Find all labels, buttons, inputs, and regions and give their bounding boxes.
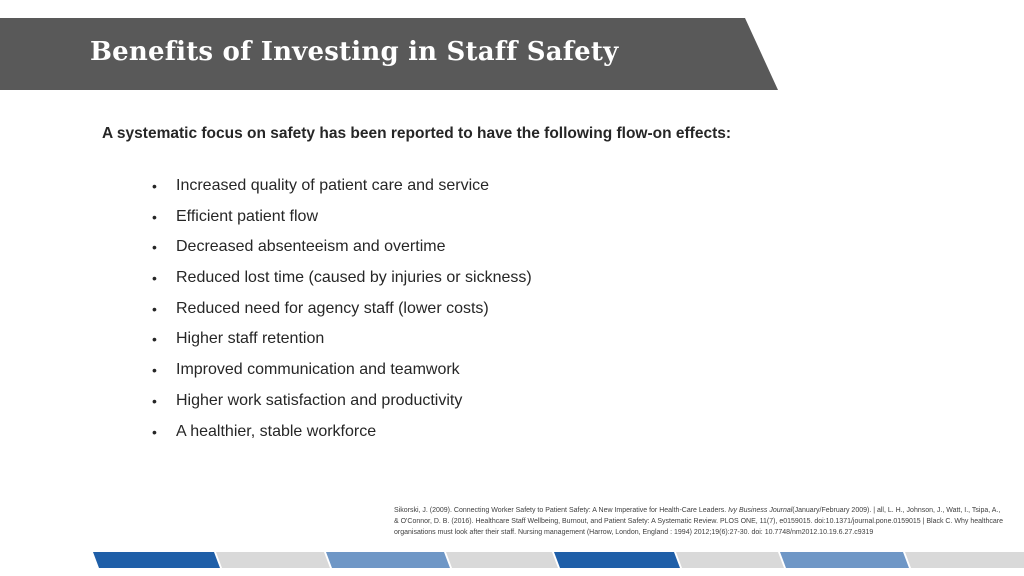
list-item xyxy=(152,236,532,267)
reference-part-1: Sikorski, J. (2009). Connecting Worker Safety to Patient Safety: A New Imperative for Health-Care Leaders. xyxy=(394,507,729,514)
list-item xyxy=(152,421,532,452)
stripe-segment xyxy=(326,552,450,568)
bullet-icon: • xyxy=(152,270,157,287)
stripe-segment xyxy=(780,552,909,568)
bullet-icon: • xyxy=(152,423,157,440)
list-item xyxy=(152,298,532,329)
list-item xyxy=(152,267,532,298)
reference-part-2: (January/February 2009). | all, L. H., Johnson, J., Watt, I., Tsipa, A., & O'Connor, D. B. (2016). Healthcare Staff Wellbeing, Burnout, and Patient Safety: A Systematic Review. PLOS ONE, 11(7), e0159015. doi:10.1371/journal.pone.0159015 | Black C. Why healthcare organisations must look after their staff. Nursing management (Harrow, London, England : 1994) 2012;19(6):27-30. doi: 10.7748/nm2012.10.19.6.27.c9319 xyxy=(394,507,1004,536)
intro-text: A systematic focus on safety has been reported to have the following flow-on effects: xyxy=(102,125,732,142)
bullet-icon: • xyxy=(152,178,157,194)
list-item-text: Efficient patient flow xyxy=(176,207,319,225)
list-item xyxy=(152,390,532,421)
bullet-icon: • xyxy=(152,208,157,225)
bullet-icon: • xyxy=(152,239,157,256)
reference-journal: Ivy Business Journal xyxy=(728,507,793,514)
stripe-segment xyxy=(554,552,680,568)
list-item xyxy=(152,328,532,359)
list-item-text: Reduced need for agency staff (lower costs) xyxy=(176,299,489,317)
stripe-segment xyxy=(905,552,1024,568)
list-item-text: Higher staff retention xyxy=(176,330,325,348)
bullet-icon: • xyxy=(152,300,157,317)
list-item xyxy=(152,175,532,206)
bullet-icon: • xyxy=(152,362,157,379)
bullet-icon: • xyxy=(152,392,157,409)
list-item-text: Higher work satisfaction and productivity xyxy=(176,391,463,409)
list-item xyxy=(152,359,532,390)
list-item-text: A healthier, stable workforce xyxy=(176,422,377,440)
list-item-text: Increased quality of patient care and service xyxy=(176,177,490,194)
slide-title: Benefits of Investing in Staff Safety xyxy=(90,37,619,67)
benefits-list xyxy=(152,175,532,451)
decorative-stripe-band xyxy=(0,550,1024,570)
list-item-text: Decreased absenteeism and overtime xyxy=(176,238,446,256)
references-text xyxy=(394,505,1004,538)
list-item xyxy=(152,206,532,237)
stripe-segment xyxy=(446,552,558,568)
stripe-segment xyxy=(676,552,784,568)
list-item-text: Reduced lost time (caused by injuries or sickness) xyxy=(176,269,532,287)
bullet-icon: • xyxy=(152,331,157,348)
stripe-segment xyxy=(93,552,220,568)
stripe-segment xyxy=(216,552,330,568)
list-item-text: Improved communication and teamwork xyxy=(176,361,460,379)
